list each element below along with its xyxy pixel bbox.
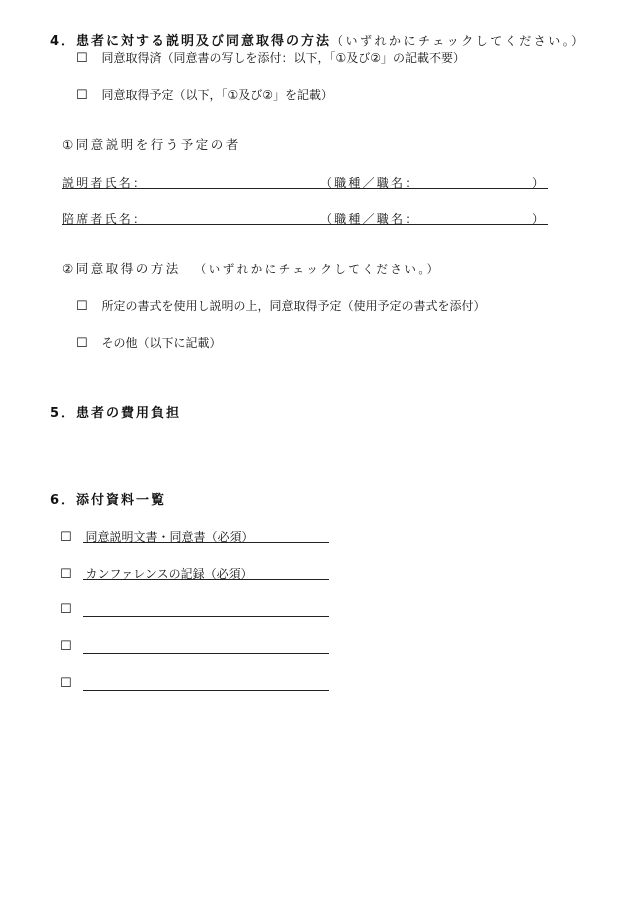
attachment-blank-line[interactable] — [83, 690, 329, 691]
attachment-line — [83, 579, 329, 580]
section-5-title: 5．患者の費用負担 — [50, 406, 182, 421]
checkbox[interactable]: ☐ — [60, 567, 72, 582]
checkbox[interactable]: ☐ — [76, 336, 88, 351]
attachment-label: カンファレンスの記録（必須） — [85, 567, 253, 581]
explainer-field-line[interactable] — [62, 188, 548, 189]
option-label: 所定の書式を使用し説明の上，同意取得予定（使用予定の書式を添付） — [101, 299, 486, 313]
option-consent-obtained[interactable] — [76, 49, 465, 66]
subsection-2-title: ②同意取得の方法 — [62, 261, 181, 276]
attendee-field-line[interactable] — [62, 224, 548, 225]
attachment-item[interactable] — [60, 676, 72, 691]
attendee-role-label: （職種／職名： — [320, 212, 420, 226]
explainer-close-paren: ） — [532, 176, 547, 190]
checkbox[interactable]: ☐ — [76, 299, 88, 314]
attachment-line — [83, 542, 329, 543]
option-consent-planned[interactable] — [76, 86, 333, 103]
explainer-name-label: 説明者氏名： — [62, 176, 148, 190]
attachment-label: 同意説明文書・同意書（必須） — [85, 530, 254, 544]
checkbox[interactable]: ☐ — [60, 676, 72, 691]
checkbox[interactable]: ☐ — [60, 639, 72, 654]
option-standard-form[interactable] — [76, 297, 486, 314]
explainer-role-label: （職種／職名： — [320, 176, 420, 190]
section-4-title: 4．患者に対する説明及び同意取得の方法 — [50, 34, 332, 49]
attachment-blank-line[interactable] — [83, 653, 329, 654]
checkbox[interactable]: ☐ — [60, 602, 72, 617]
checkbox[interactable]: ☐ — [60, 530, 72, 545]
section-4-heading — [50, 30, 586, 49]
option-label: 同意取得済（同意書の写しを添付：以下，「①及び②」の記載不要） — [101, 51, 466, 65]
checkbox[interactable]: ☐ — [76, 51, 88, 66]
option-other[interactable] — [76, 334, 222, 351]
subsection-2-note: （いずれかにチェックしてください。） — [194, 262, 441, 276]
section-4-note: （いずれかにチェックしてください。） — [331, 34, 586, 48]
attendee-close-paren: ） — [532, 212, 547, 226]
subsection-2-heading — [62, 259, 441, 277]
checkbox[interactable]: ☐ — [76, 88, 88, 103]
attachment-blank-line[interactable] — [83, 616, 329, 617]
option-label: 同意取得予定（以下，「①及び②」を記載） — [101, 88, 334, 102]
attachment-item[interactable] — [60, 602, 72, 617]
subsection-1-title: ①同意説明を行う予定の者 — [62, 137, 241, 152]
attachment-item[interactable] — [60, 639, 72, 654]
section-6-title: 6．添付資料一覧 — [50, 493, 167, 508]
option-label: その他（以下に記載） — [101, 336, 222, 350]
attendee-name-label: 陪席者氏名： — [62, 212, 148, 226]
